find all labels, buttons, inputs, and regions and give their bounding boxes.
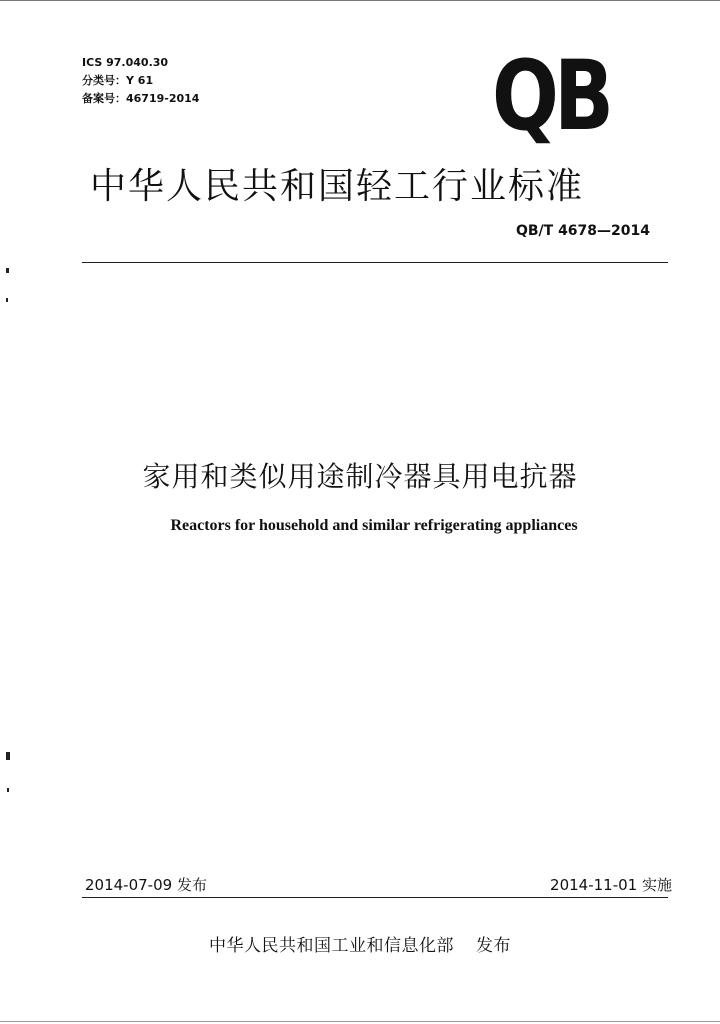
standard-title: 中华人民共和国轻工行业标准 <box>90 166 585 207</box>
scan-mark <box>6 298 8 302</box>
qb-logo: QB <box>492 40 610 152</box>
record-number: 备案号：46719-2014 <box>82 92 200 105</box>
ics-code: ICS 97.040.30 <box>82 56 169 69</box>
classification-code: 分类号：Y 61 <box>82 74 154 87</box>
issue-date: 2014-07-09 发布 <box>85 876 207 894</box>
scan-mark <box>0 1021 720 1022</box>
scan-mark <box>0 0 720 1</box>
implementation-date: 2014-11-01 实施 <box>550 876 672 894</box>
issuer-action: 发布 <box>476 936 511 956</box>
top-divider <box>82 262 668 263</box>
document-title-cn: 家用和类似用途制冷器具用电抗器 <box>142 460 578 493</box>
scan-mark <box>6 752 10 760</box>
scan-mark <box>6 268 9 273</box>
issuer-line <box>0 931 720 956</box>
header-metadata <box>82 54 199 108</box>
document-title-en: Reactors for household and similar refrigerating appliances <box>170 517 578 534</box>
scan-mark <box>7 788 9 792</box>
standard-number: QB/T 4678—2014 <box>515 223 650 239</box>
issuer-name: 中华人民共和国工业和信息化部 <box>209 936 454 956</box>
bottom-divider <box>82 897 668 898</box>
